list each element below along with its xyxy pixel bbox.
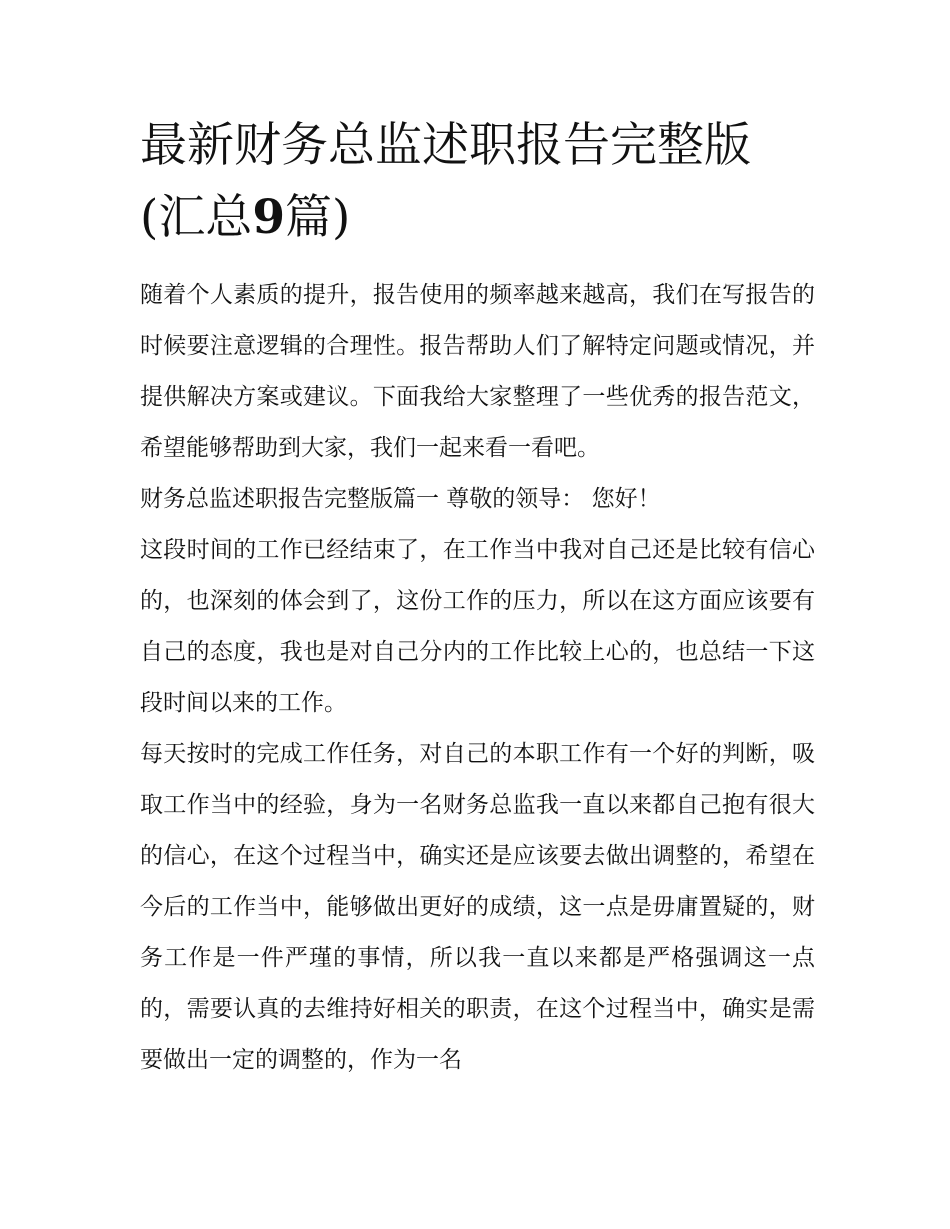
title-line-2-prefix: (汇总 bbox=[140, 190, 253, 245]
document-body bbox=[140, 270, 815, 1086]
section-heading-paragraph: 财务总监述职报告完整版篇一 尊敬的领导： 您好！ bbox=[140, 486, 661, 512]
document-title bbox=[140, 110, 815, 254]
title-line-2-number: 9 bbox=[252, 190, 286, 245]
body-paragraph: 每天按时的完成工作任务，对自己的本职工作有一个好的判断，吸取工作当中的经验，身为一名财务总监我一直以来都自己抱有很大的信心，在这个过程当中，确实还是应该要去做出调整的，希望在今后的工作当中，能够做出更好的成绩，这一点是毋庸置疑的，财务工作是一件严瑾的事情，所以我一直以来都是严格强调这一点的，需要认真的去维持好相关的职责，在这个过程当中，确实是需要做出一定的调整的，作为一名 bbox=[140, 741, 815, 1073]
intro-paragraph: 随着个人素质的提升，报告使用的频率越来越高，我们在写报告的时候要注意逻辑的合理性。报告帮助人们了解特定问题或情况，并提供解决方案或建议。下面我给大家整理了一些优秀的报告范文，希望能够帮助到大家，我们一起来看一看吧。 bbox=[140, 282, 815, 461]
body-paragraph: 这段时间的工作已经结束了，在工作当中我对自己还是比较有信心的，也深刻的体会到了，这份工作的压力，所以在这方面应该要有自己的态度，我也是对自己分内的工作比较上心的，也总结一下这段时间以来的工作。 bbox=[140, 537, 815, 716]
document-content bbox=[140, 110, 815, 1086]
title-line-2-suffix: 篇) bbox=[285, 190, 351, 245]
title-line-1: 最新财务总监述职报告完整版 bbox=[140, 118, 751, 173]
